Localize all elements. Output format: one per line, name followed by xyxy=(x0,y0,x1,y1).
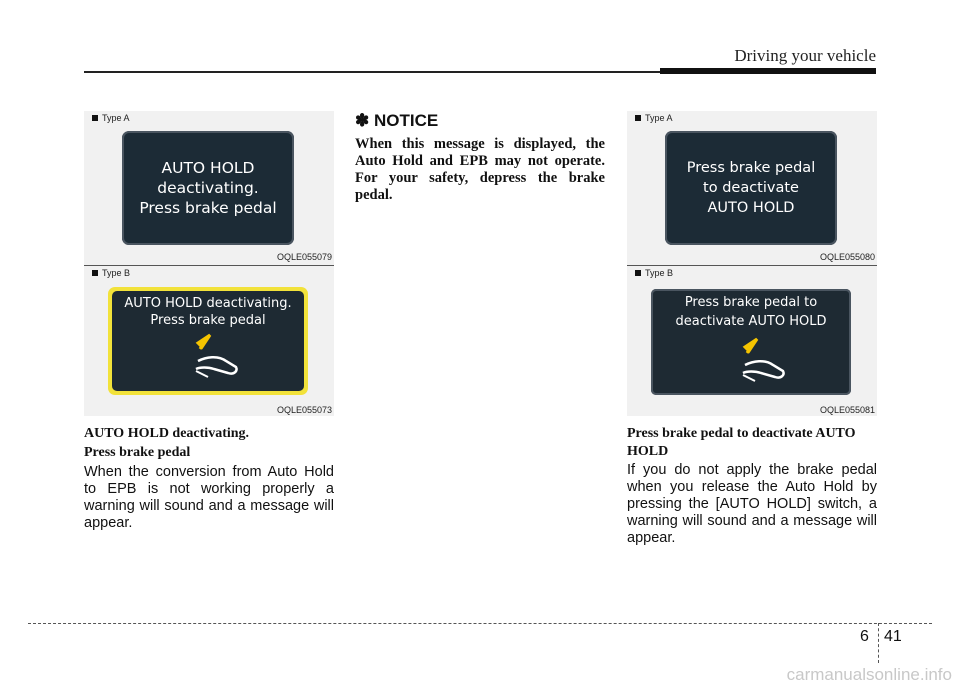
body-text: When the conversion from Auto Hold to EPB is not working properly a warning will sound and a message will appear. xyxy=(84,464,334,531)
header-title: Driving your vehicle xyxy=(734,46,876,65)
display-line: deactivating. xyxy=(157,179,259,197)
figure-type-b-label xyxy=(92,268,130,278)
page-number: 41 xyxy=(884,628,902,645)
figure-code: OQLE055081 xyxy=(819,405,875,415)
caption-title: Press brake pedal to deactivate AUTO HOLD xyxy=(627,426,856,459)
display-line: to deactivate xyxy=(703,180,799,196)
arrow-icon xyxy=(198,335,210,349)
brake-pedal-icon xyxy=(188,331,248,381)
caption-title: AUTO HOLD deactivating. xyxy=(84,426,250,441)
notice-body: When this message is displayed, the Auto Hold and EPB may not operate. For your safety, depress the brake pedal. xyxy=(355,136,605,203)
type-b-label: Type B xyxy=(102,268,131,278)
figure-divider xyxy=(627,265,877,266)
display-line: Press brake pedal xyxy=(139,199,277,217)
figure-code: OQLE055080 xyxy=(819,252,875,262)
arrow-icon xyxy=(745,339,757,353)
display-type-a xyxy=(665,131,837,245)
display-type-b xyxy=(112,291,304,391)
notice-title: ✽ NOTICE xyxy=(355,111,439,130)
footer-rule xyxy=(28,623,932,624)
page-separator xyxy=(878,623,879,663)
display-line: AUTO HOLD deactivating. xyxy=(124,296,292,311)
figure-left xyxy=(84,111,334,416)
display-line: Press brake pedal to xyxy=(684,295,818,310)
body-text: If you do not apply the brake pedal when you release the Auto Hold by pressing the [AUTO HOLD] switch, a warning will sound and a message will appear. xyxy=(627,462,877,546)
figure-code: OQLE055073 xyxy=(276,405,332,415)
chapter-number: 6 xyxy=(860,628,869,645)
figure-divider xyxy=(84,265,334,266)
display-line: Press brake pedal xyxy=(686,160,816,176)
figure-type-a-label xyxy=(635,113,673,123)
display-line: deactivate AUTO HOLD xyxy=(675,314,827,329)
figure-right xyxy=(627,111,877,416)
display-type-b xyxy=(651,289,851,395)
type-b-label: Type B xyxy=(645,268,674,278)
figure-type-a-label xyxy=(92,113,130,123)
type-a-label: Type A xyxy=(102,113,130,123)
display-line: AUTO HOLD xyxy=(707,200,795,216)
brake-pedal-icon xyxy=(735,335,795,385)
display-line: AUTO HOLD xyxy=(161,159,255,177)
figure-code: OQLE055079 xyxy=(276,252,332,262)
display-line: Press brake pedal xyxy=(150,313,266,328)
display-type-a xyxy=(122,131,294,245)
header-rule xyxy=(84,71,660,73)
caption-title: Press brake pedal xyxy=(84,445,191,460)
watermark: carmanualsonline.info xyxy=(786,665,952,684)
figure-type-b-label xyxy=(635,268,673,278)
type-a-label: Type A xyxy=(645,113,673,123)
header-rule-thick xyxy=(660,68,876,74)
